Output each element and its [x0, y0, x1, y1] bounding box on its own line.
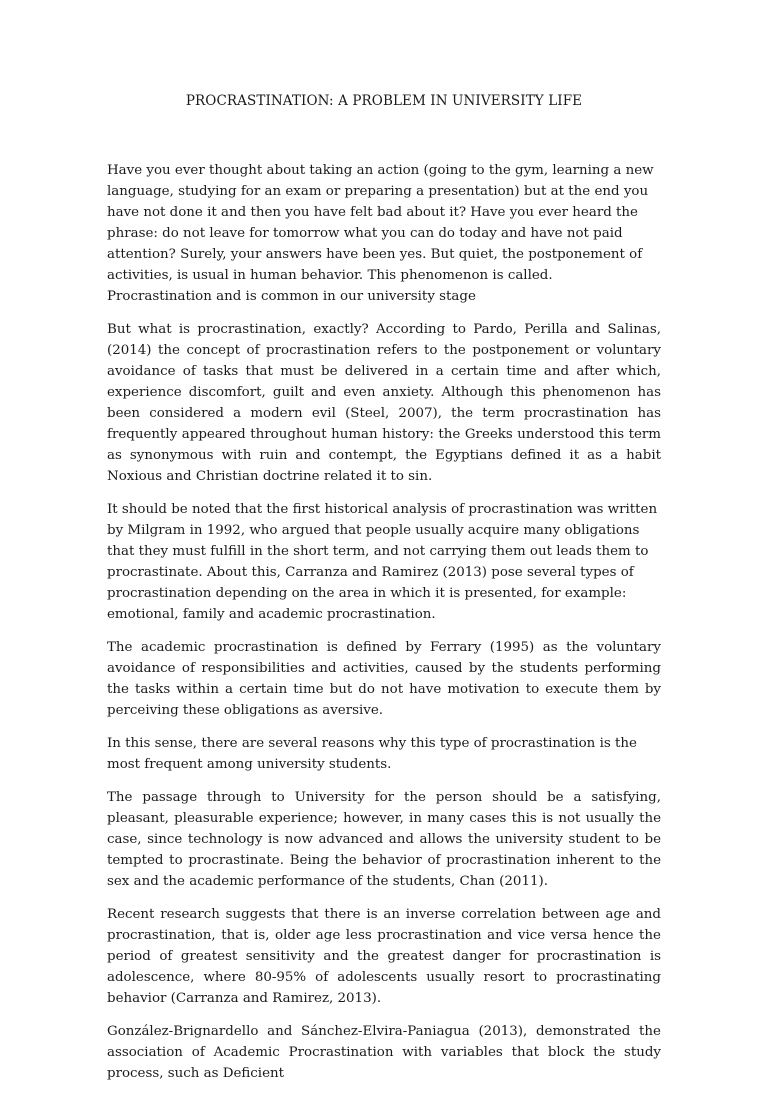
- paragraph-reasons: In this sense, there are several reasons why this type of procrastination is the most frequent among university students.: [107, 736, 637, 772]
- paragraph-definition: But what is procrastination, exactly? According to Pardo, Perilla and Salinas,(2014) the concept of procrastination refers to the postponement or voluntary avoidance of tasks that must be delivered in a certain time and after which, experience discomfort, guilt and even anxiety. Although this phenomenon has been considered a modern evil (Steel, 2007), the term procrastination has frequently appeared throughout human history: the Greeks understood this term as synonymous with ruin and contempt, the Egyptians defined it as a habit Noxious and Christian doctrine related it to sin.: [107, 322, 661, 484]
- paragraph-history: It should be noted that the first historical analysis of procrastination was written by Milgram in 1992, who argued that people usually acquire many obligations that they must fulfill in the short term, and not carrying them out leads them to procrastinate. About this, Carranza and Ramirez (2013) pose several types of procrastination depending on the area in which it is presented, for example: emotional, family and academic procrastination.: [107, 502, 658, 622]
- document-title: PROCRASTINATION: A PROBLEM IN UNIVERSITY LIFE: [185, 93, 583, 109]
- paragraph-association: González-Brignardello and Sánchez-Elvira-Paniagua (2013), demonstrated the association of Academic Procrastination with variables that block the study process, such as Deficient: [107, 1024, 661, 1081]
- document-body: [107, 160, 661, 1096]
- paragraph-academic-procrastination: The academic procrastination is defined by Ferrary (1995) as the voluntary avoidance of responsibilities and activities, caused by the students performing the tasks within a certain time but do not have motivation to execute them by perceiving these obligations as aversive.: [107, 640, 661, 718]
- paragraph-age-correlation: Recent research suggests that there is an inverse correlation between age and procrastination, that is, older age less procrastination and vice versa hence the period of greatest sensitivity and the greatest danger for procrastination is adolescence, where 80-95% of adolescents usually resort to procrastinating behavior (Carranza and Ramirez, 2013).: [107, 907, 661, 1006]
- paragraph-university-passage: The passage through to University for the person should be a satisfying, pleasant, pleasurable experience; however, in many cases this is not usually the case, since technology is now advanced and allows the university student to be tempted to procrastinate. Being the behavior of procrastination inherent to the sex and the academic performance of the students, Chan (2011).: [107, 790, 661, 889]
- paragraph-intro: Have you ever thought about taking an action (going to the gym, learning a new language, studying for an exam or preparing a presentation) but at the end you have not done it and then you have felt bad about it? Have you ever heard the phrase: do not leave for tomorrow what you can do today and have not paid attention? Surely, your answers have been yes. But quiet, the postponement of activities, is usual in human behavior. This phenomenon is called. Procrastination and is common in our university stage: [107, 163, 654, 304]
